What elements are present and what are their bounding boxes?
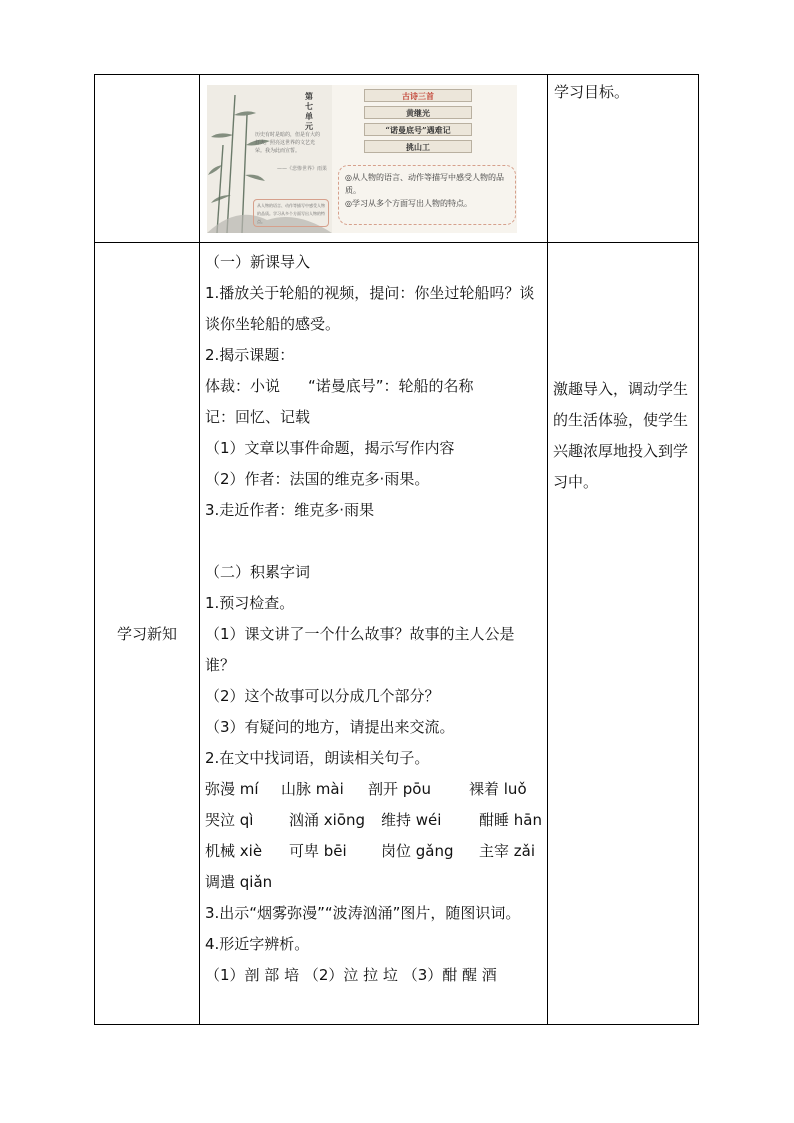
vocab-word: 岗位 gǎng [381,842,454,860]
content-line: （二）积累字词 [205,563,311,581]
vocab-word: 裸着 luǒ [469,780,527,798]
vocab-word: 山脉 mài [281,780,344,798]
vocab-word: 酣睡 hān [479,811,542,829]
content-line: （1）课文讲了一个什么故事？故事的主人公是谁？ [205,625,515,674]
content-line: （2）这个故事可以分成几个部分？ [205,687,440,705]
vocab-word: 调遣 qiǎn [205,873,273,891]
bamboo-painting [207,85,332,233]
vocab-word: 汹涌 xiōng [289,811,366,829]
unit-goal-1: ◎从人物的语言、动作等描写中感受人物的品质。 [345,173,504,195]
vocab-word: 弥漫 mí [205,780,259,798]
column-divider-2 [547,75,548,1024]
lesson-title-4: 挑山工 [364,140,472,153]
unit-overview-image [207,85,517,233]
vocab-word: 维持 wéi [381,811,442,829]
lesson-title-2: 黄继光 [364,106,472,119]
unit-goals-box [338,165,516,225]
content-line [205,371,541,402]
vocab-row [205,867,541,898]
learning-goal-text: 学习目标。 [554,83,630,101]
vocab-row [205,836,541,867]
lesson-plan-table [94,74,699,1025]
content-line: （1）剖 部 培 （2）泣 拉 垃 （3）酣 醒 酒 [205,966,497,984]
quote-source: ——《悲惨世界》雨果 [277,166,328,172]
column-divider-1 [199,75,200,1024]
content-line: 记：回忆、记载 [205,408,311,426]
unit-goal-2: ◎学习从多个方面写出人物的特点。 [345,199,472,208]
vocab-word: 主宰 zǎi [479,842,536,860]
vocab-word: 哭泣 qì [205,811,254,829]
content-line: （一）新课导入 [205,253,311,271]
content-line: （2）作者：法国的维克多·雨果。 [205,470,430,488]
vocab-word: 可卑 bēi [289,842,347,860]
lesson-content [205,247,541,991]
content-line: 3.走近作者：维克多·雨果 [205,501,375,519]
lesson-title-1: 古诗三首 [364,89,472,102]
section-label: 学习新知 [116,625,177,643]
unit-label: 第七单元 [305,91,313,131]
content-line: 2.揭示课题： [205,346,295,364]
unit-quote: 历史有时是暗的，但是有大的灯火，照亮这世界的文艺光荣。我为此而宣誓。 [255,132,321,154]
content-line: 1.预习检查。 [205,594,295,612]
lesson-title-3: “诺曼底号”遇难记 [364,123,472,136]
content-line: 4.形近字辨析。 [205,935,310,953]
unit-goal-box-small: 从人物的语言、动作等描写中感受人物的品质。学习从多个方面写出人物的特点。 [253,199,329,227]
vocab-word: 剖开 pōu [368,780,431,798]
content-line: 2.在文中找词语，朗读相关句子。 [205,749,430,767]
content-line: 1.播放关于轮船的视频，提问：你坐过轮船吗？谈谈你坐轮船的感受。 [205,284,535,333]
genre-text: 体裁：小说 [205,377,281,395]
teaching-note: 激趣导入，调动学生的生活体验，使学生兴趣浓厚地投入到学习中。 [553,380,689,491]
ship-name-text: “诺曼底号”：轮船的名称 [308,377,474,395]
content-line: （1）文章以事件命题，揭示写作内容 [205,439,455,457]
content-line: （3）有疑问的地方，请提出来交流。 [205,718,455,736]
vocab-word: 机械 xiè [205,842,263,860]
blank-line [205,526,541,557]
content-line: 3.出示“烟雾弥漫”“波涛汹涌”图片，随图识词。 [205,904,521,922]
vocab-row [205,805,541,836]
vocab-row [205,774,541,805]
